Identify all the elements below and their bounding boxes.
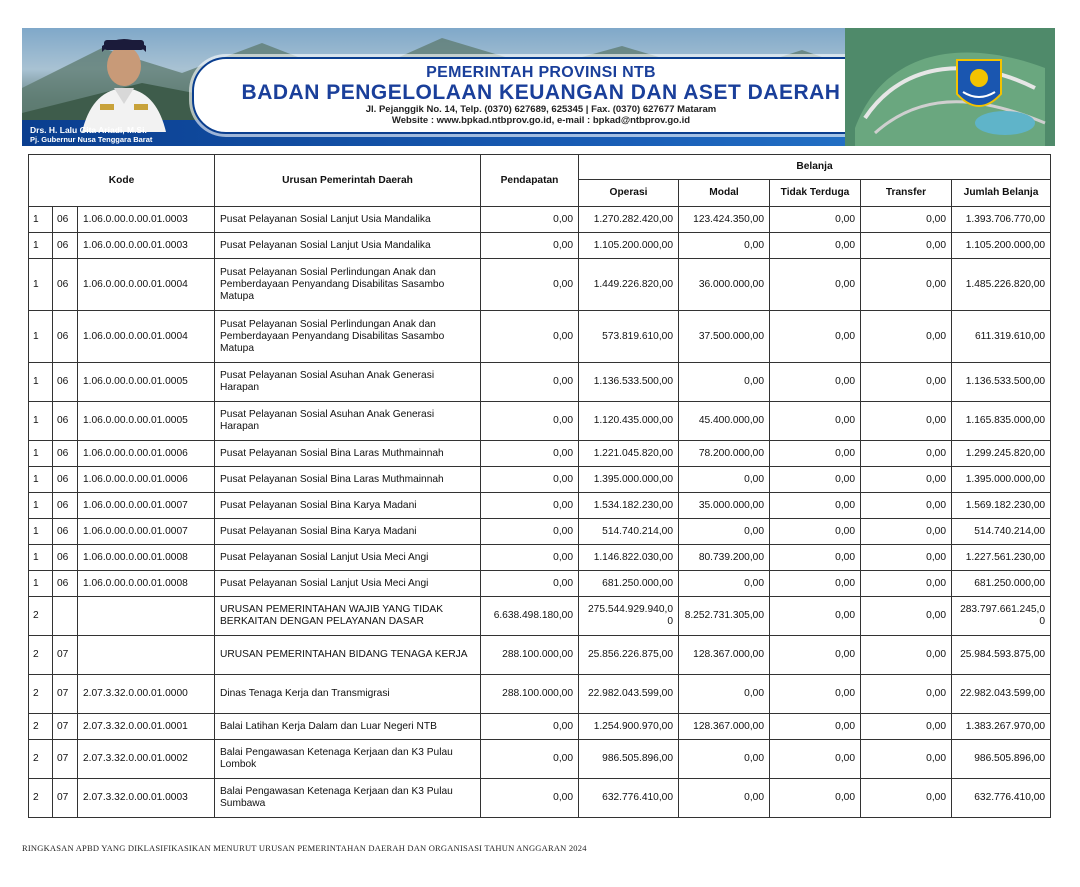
- header-tidak-terduga: Tidak Terduga: [770, 180, 861, 207]
- ntb-emblem-icon: [953, 56, 1005, 118]
- table-row: [29, 311, 1051, 363]
- operasi-value: 1.534.182.230,00: [579, 493, 679, 519]
- header-urusan: Urusan Pemerintah Daerah: [215, 155, 481, 207]
- kode-level1: 1: [29, 402, 53, 441]
- pendapatan-value: 0,00: [481, 467, 579, 493]
- urusan-name: Pusat Pelayanan Sosial Lanjut Usia Mandalika: [215, 233, 481, 259]
- operasi-value: 1.270.282.420,00: [579, 207, 679, 233]
- jumlah-belanja-value: 1.395.000.000,00: [952, 467, 1051, 493]
- pendapatan-value: 0,00: [481, 519, 579, 545]
- header-modal: Modal: [679, 180, 770, 207]
- modal-value: 8.252.731.305,00: [679, 597, 770, 636]
- operasi-value: 22.982.043.599,00: [579, 675, 679, 714]
- modal-value: 36.000.000,00: [679, 259, 770, 311]
- tidak-terduga-value: 0,00: [770, 519, 861, 545]
- kode-level2: [53, 597, 78, 636]
- transfer-value: 0,00: [861, 311, 952, 363]
- header-pendapatan: Pendapatan: [481, 155, 579, 207]
- kode-level1: 1: [29, 207, 53, 233]
- jumlah-belanja-value: 986.505.896,00: [952, 740, 1051, 779]
- kode-level2: 07: [53, 740, 78, 779]
- urusan-name: Pusat Pelayanan Sosial Bina Karya Madani: [215, 493, 481, 519]
- modal-value: 0,00: [679, 363, 770, 402]
- modal-value: 0,00: [679, 675, 770, 714]
- pendapatan-value: 0,00: [481, 493, 579, 519]
- transfer-value: 0,00: [861, 493, 952, 519]
- kode-level1: 1: [29, 233, 53, 259]
- kode-level2: 06: [53, 571, 78, 597]
- jumlah-belanja-value: 25.984.593.875,00: [952, 636, 1051, 675]
- modal-value: 80.739.200,00: [679, 545, 770, 571]
- pendapatan-value: 0,00: [481, 402, 579, 441]
- modal-value: 128.367.000,00: [679, 636, 770, 675]
- operasi-value: 1.146.822.030,00: [579, 545, 679, 571]
- circuit-aerial-image: [845, 28, 1055, 146]
- table-row: [29, 675, 1051, 714]
- jumlah-belanja-value: 1.136.533.500,00: [952, 363, 1051, 402]
- agency-title-line2: BADAN PENGELOLAAN KEUANGAN DAN ASET DAERAH: [241, 81, 841, 104]
- transfer-value: 0,00: [861, 441, 952, 467]
- kode-level1: 2: [29, 597, 53, 636]
- tidak-terduga-value: 0,00: [770, 779, 861, 818]
- kode-level2: 07: [53, 779, 78, 818]
- kode-level1: 1: [29, 545, 53, 571]
- pendapatan-value: 0,00: [481, 779, 579, 818]
- modal-value: 0,00: [679, 571, 770, 597]
- transfer-value: 0,00: [861, 207, 952, 233]
- table-row: [29, 519, 1051, 545]
- operasi-value: 1.105.200.000,00: [579, 233, 679, 259]
- governor-photo: [52, 30, 172, 132]
- table-row: [29, 467, 1051, 493]
- table-body: [29, 207, 1051, 818]
- operasi-value: 573.819.610,00: [579, 311, 679, 363]
- urusan-name: Pusat Pelayanan Sosial Bina Laras Muthmainnah: [215, 441, 481, 467]
- pendapatan-value: 6.638.498.180,00: [481, 597, 579, 636]
- kode-level1: 1: [29, 571, 53, 597]
- transfer-value: 0,00: [861, 259, 952, 311]
- kode-full: 1.06.0.00.0.00.01.0005: [78, 402, 215, 441]
- tidak-terduga-value: 0,00: [770, 259, 861, 311]
- agency-title-line1: PEMERINTAH PROVINSI NTB: [426, 64, 656, 81]
- pendapatan-value: 0,00: [481, 207, 579, 233]
- jumlah-belanja-value: 1.165.835.000,00: [952, 402, 1051, 441]
- urusan-name: Pusat Pelayanan Sosial Lanjut Usia Mandalika: [215, 207, 481, 233]
- pendapatan-value: 288.100.000,00: [481, 675, 579, 714]
- kode-full: 2.07.3.32.0.00.01.0002: [78, 740, 215, 779]
- modal-value: 0,00: [679, 467, 770, 493]
- kode-level1: 1: [29, 363, 53, 402]
- urusan-name: URUSAN PEMERINTAHAN BIDANG TENAGA KERJA: [215, 636, 481, 675]
- kode-full: 1.06.0.00.0.00.01.0008: [78, 571, 215, 597]
- kode-full: [78, 597, 215, 636]
- transfer-value: 0,00: [861, 636, 952, 675]
- transfer-value: 0,00: [861, 597, 952, 636]
- transfer-value: 0,00: [861, 675, 952, 714]
- pendapatan-value: 0,00: [481, 311, 579, 363]
- operasi-value: 275.544.929.940,00: [579, 597, 679, 636]
- kode-level2: 06: [53, 311, 78, 363]
- header-belanja: Belanja: [579, 155, 1051, 180]
- kode-full: 1.06.0.00.0.00.01.0007: [78, 519, 215, 545]
- tidak-terduga-value: 0,00: [770, 636, 861, 675]
- kode-full: 1.06.0.00.0.00.01.0006: [78, 441, 215, 467]
- kode-level1: 2: [29, 675, 53, 714]
- jumlah-belanja-value: 1.227.561.230,00: [952, 545, 1051, 571]
- table-row: [29, 636, 1051, 675]
- tidak-terduga-value: 0,00: [770, 363, 861, 402]
- kode-level2: 06: [53, 259, 78, 311]
- operasi-value: 632.776.410,00: [579, 779, 679, 818]
- kode-level1: 2: [29, 714, 53, 740]
- pendapatan-value: 0,00: [481, 571, 579, 597]
- kode-level2: 06: [53, 363, 78, 402]
- urusan-name: Pusat Pelayanan Sosial Asuhan Anak Generasi Harapan: [215, 402, 481, 441]
- operasi-value: 681.250.000,00: [579, 571, 679, 597]
- kode-level1: 2: [29, 636, 53, 675]
- transfer-value: 0,00: [861, 545, 952, 571]
- jumlah-belanja-value: 611.319.610,00: [952, 311, 1051, 363]
- modal-value: 35.000.000,00: [679, 493, 770, 519]
- tidak-terduga-value: 0,00: [770, 545, 861, 571]
- jumlah-belanja-value: 514.740.214,00: [952, 519, 1051, 545]
- kode-level2: 06: [53, 207, 78, 233]
- pendapatan-value: 0,00: [481, 441, 579, 467]
- header-row-1: [29, 155, 1051, 180]
- tidak-terduga-value: 0,00: [770, 493, 861, 519]
- kode-level1: 2: [29, 740, 53, 779]
- operasi-value: 25.856.226.875,00: [579, 636, 679, 675]
- jumlah-belanja-value: 681.250.000,00: [952, 571, 1051, 597]
- kode-level2: 06: [53, 493, 78, 519]
- pendapatan-value: 0,00: [481, 740, 579, 779]
- kode-level2: 07: [53, 714, 78, 740]
- urusan-name: Pusat Pelayanan Sosial Asuhan Anak Generasi Harapan: [215, 363, 481, 402]
- transfer-value: 0,00: [861, 779, 952, 818]
- modal-value: 0,00: [679, 779, 770, 818]
- operasi-value: 1.120.435.000,00: [579, 402, 679, 441]
- jumlah-belanja-value: 1.383.267.970,00: [952, 714, 1051, 740]
- modal-value: 0,00: [679, 233, 770, 259]
- pendapatan-value: 0,00: [481, 233, 579, 259]
- tidak-terduga-value: 0,00: [770, 441, 861, 467]
- header-operasi: Operasi: [579, 180, 679, 207]
- modal-value: 78.200.000,00: [679, 441, 770, 467]
- header-banner: [22, 28, 1055, 146]
- tidak-terduga-value: 0,00: [770, 467, 861, 493]
- transfer-value: 0,00: [861, 571, 952, 597]
- kode-level1: 1: [29, 311, 53, 363]
- jumlah-belanja-value: 632.776.410,00: [952, 779, 1051, 818]
- kode-full: 1.06.0.00.0.00.01.0004: [78, 259, 215, 311]
- footer-caption: RINGKASAN APBD YANG DIKLASIFIKASIKAN MENURUT URUSAN PEMERINTAHAN DAERAH DAN ORGANISASI TAHUN ANGGARAN 2024: [22, 843, 587, 853]
- pendapatan-value: 0,00: [481, 259, 579, 311]
- header-jumlah-belanja: Jumlah Belanja: [952, 180, 1051, 207]
- transfer-value: 0,00: [861, 519, 952, 545]
- kode-level2: 07: [53, 675, 78, 714]
- table-row: [29, 571, 1051, 597]
- operasi-value: 1.395.000.000,00: [579, 467, 679, 493]
- jumlah-belanja-value: 1.569.182.230,00: [952, 493, 1051, 519]
- kode-level2: 06: [53, 467, 78, 493]
- tidak-terduga-value: 0,00: [770, 207, 861, 233]
- transfer-value: 0,00: [861, 467, 952, 493]
- kode-level1: 2: [29, 779, 53, 818]
- urusan-name: Balai Latihan Kerja Dalam dan Luar Negeri NTB: [215, 714, 481, 740]
- pendapatan-value: 288.100.000,00: [481, 636, 579, 675]
- transfer-value: 0,00: [861, 714, 952, 740]
- kode-level2: 06: [53, 233, 78, 259]
- apbd-table: [28, 154, 1051, 818]
- modal-value: 37.500.000,00: [679, 311, 770, 363]
- table-row: [29, 779, 1051, 818]
- urusan-name: Pusat Pelayanan Sosial Bina Karya Madani: [215, 519, 481, 545]
- kode-full: 2.07.3.32.0.00.01.0003: [78, 779, 215, 818]
- urusan-name: Pusat Pelayanan Sosial Lanjut Usia Meci Angi: [215, 571, 481, 597]
- tidak-terduga-value: 0,00: [770, 571, 861, 597]
- kode-level1: 1: [29, 259, 53, 311]
- kode-full: 1.06.0.00.0.00.01.0003: [78, 207, 215, 233]
- urusan-name: Pusat Pelayanan Sosial Lanjut Usia Meci Angi: [215, 545, 481, 571]
- table-row: [29, 207, 1051, 233]
- urusan-name: Pusat Pelayanan Sosial Bina Laras Muthmainnah: [215, 467, 481, 493]
- table-row: [29, 233, 1051, 259]
- jumlah-belanja-value: 1.393.706.770,00: [952, 207, 1051, 233]
- pendapatan-value: 0,00: [481, 714, 579, 740]
- modal-value: 0,00: [679, 519, 770, 545]
- kode-level2: 06: [53, 441, 78, 467]
- tidak-terduga-value: 0,00: [770, 597, 861, 636]
- kode-full: 1.06.0.00.0.00.01.0005: [78, 363, 215, 402]
- operasi-value: 514.740.214,00: [579, 519, 679, 545]
- kode-level2: 06: [53, 545, 78, 571]
- kode-level1: 1: [29, 519, 53, 545]
- kode-full: 1.06.0.00.0.00.01.0003: [78, 233, 215, 259]
- transfer-value: 0,00: [861, 233, 952, 259]
- agency-card: [192, 57, 890, 134]
- tidak-terduga-value: 0,00: [770, 402, 861, 441]
- agency-address: Jl. Pejanggik No. 14, Telp. (0370) 627689, 625345 | Fax. (0370) 627677 Mataram: [365, 104, 717, 115]
- kode-level1: 1: [29, 467, 53, 493]
- tidak-terduga-value: 0,00: [770, 311, 861, 363]
- kode-full: [78, 636, 215, 675]
- urusan-name: Dinas Tenaga Kerja dan Transmigrasi: [215, 675, 481, 714]
- header-transfer: Transfer: [861, 180, 952, 207]
- kode-level1: 1: [29, 493, 53, 519]
- kode-level1: 1: [29, 441, 53, 467]
- transfer-value: 0,00: [861, 402, 952, 441]
- operasi-value: 1.449.226.820,00: [579, 259, 679, 311]
- table-row: [29, 363, 1051, 402]
- transfer-value: 0,00: [861, 363, 952, 402]
- operasi-value: 1.136.533.500,00: [579, 363, 679, 402]
- agency-website: Website : www.bpkad.ntbprov.go.id, e-mail : bpkad@ntbprov.go.id: [391, 115, 691, 126]
- table-row: [29, 740, 1051, 779]
- jumlah-belanja-value: 283.797.661.245,00: [952, 597, 1051, 636]
- table-row: [29, 402, 1051, 441]
- modal-value: 123.424.350,00: [679, 207, 770, 233]
- urusan-name: URUSAN PEMERINTAHAN WAJIB YANG TIDAK BERKAITAN DENGAN PELAYANAN DASAR: [215, 597, 481, 636]
- operasi-value: 1.221.045.820,00: [579, 441, 679, 467]
- table-row: [29, 259, 1051, 311]
- pendapatan-value: 0,00: [481, 545, 579, 571]
- tidak-terduga-value: 0,00: [770, 714, 861, 740]
- kode-level2: 07: [53, 636, 78, 675]
- urusan-name: Pusat Pelayanan Sosial Perlindungan Anak dan Pemberdayaan Penyandang Disabilitas Sasambo Matupa: [215, 259, 481, 311]
- pendapatan-value: 0,00: [481, 363, 579, 402]
- kode-full: 2.07.3.32.0.00.01.0001: [78, 714, 215, 740]
- urusan-name: Balai Pengawasan Ketenaga Kerjaan dan K3 Pulau Lombok: [215, 740, 481, 779]
- kode-full: 2.07.3.32.0.00.01.0000: [78, 675, 215, 714]
- kode-level2: 06: [53, 519, 78, 545]
- kode-full: 1.06.0.00.0.00.01.0008: [78, 545, 215, 571]
- operasi-value: 986.505.896,00: [579, 740, 679, 779]
- kode-full: 1.06.0.00.0.00.01.0004: [78, 311, 215, 363]
- jumlah-belanja-value: 1.485.226.820,00: [952, 259, 1051, 311]
- jumlah-belanja-value: 22.982.043.599,00: [952, 675, 1051, 714]
- jumlah-belanja-value: 1.105.200.000,00: [952, 233, 1051, 259]
- table-row: [29, 493, 1051, 519]
- table-row: [29, 545, 1051, 571]
- jumlah-belanja-value: 1.299.245.820,00: [952, 441, 1051, 467]
- governor-title: Pj. Gubernur Nusa Tenggara Barat: [30, 135, 153, 144]
- transfer-value: 0,00: [861, 740, 952, 779]
- governor-name: Drs. H. Lalu Gita Ariadi, M.Si.: [30, 125, 147, 135]
- kode-level2: 06: [53, 402, 78, 441]
- table-row: [29, 597, 1051, 636]
- header-kode: Kode: [29, 155, 215, 207]
- tidak-terduga-value: 0,00: [770, 675, 861, 714]
- urusan-name: Balai Pengawasan Ketenaga Kerjaan dan K3 Pulau Sumbawa: [215, 779, 481, 818]
- kode-full: 1.06.0.00.0.00.01.0007: [78, 493, 215, 519]
- tidak-terduga-value: 0,00: [770, 233, 861, 259]
- urusan-name: Pusat Pelayanan Sosial Perlindungan Anak dan Pemberdayaan Penyandang Disabilitas Sasambo Matupa: [215, 311, 481, 363]
- modal-value: 45.400.000,00: [679, 402, 770, 441]
- operasi-value: 1.254.900.970,00: [579, 714, 679, 740]
- table-row: [29, 714, 1051, 740]
- modal-value: 128.367.000,00: [679, 714, 770, 740]
- table-row: [29, 441, 1051, 467]
- modal-value: 0,00: [679, 740, 770, 779]
- kode-full: 1.06.0.00.0.00.01.0006: [78, 467, 215, 493]
- tidak-terduga-value: 0,00: [770, 740, 861, 779]
